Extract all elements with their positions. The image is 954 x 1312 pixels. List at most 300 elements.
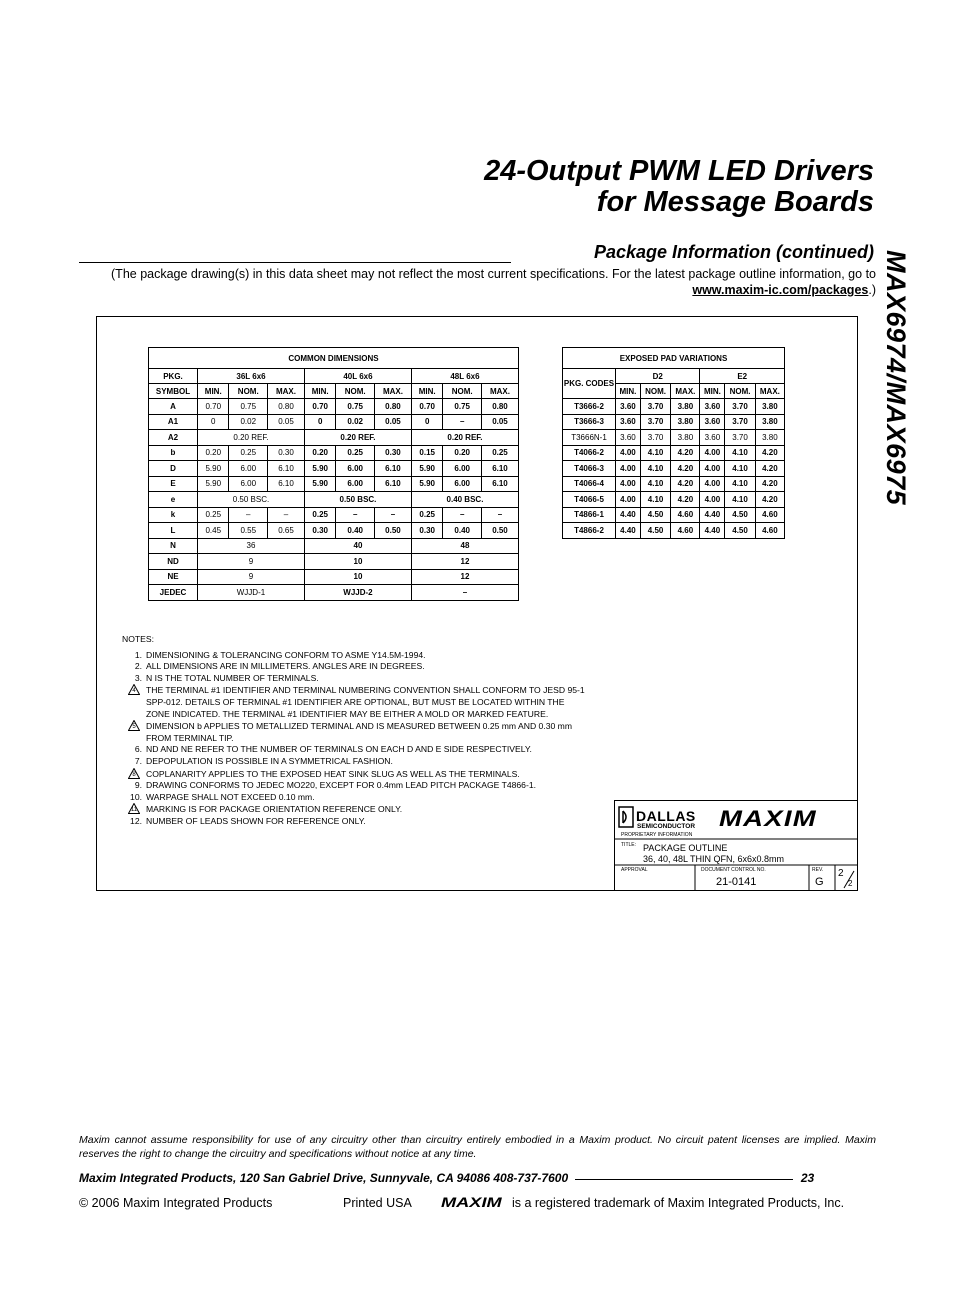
table-row [149,507,519,523]
value-cell: – [268,507,305,523]
value-cell: 0.30 [268,445,305,461]
note-marker [122,768,142,781]
table-caption: EXPOSED PAD VARIATIONS [563,348,785,369]
note-triangle-icon [128,803,140,813]
section-rule [79,262,511,263]
maxim-logo: MAXIM [719,806,817,831]
column-head: NOM. [336,384,375,399]
symbol-cell: D [149,461,198,477]
value-cell: 4.10 [725,492,755,508]
table-row [149,554,519,570]
value-cell: 6.00 [443,476,482,492]
value-cell: 0.75 [336,399,375,415]
value-cell: 0.75 [229,399,268,415]
title-line-1: 24-Output PWM LED Drivers [484,155,874,187]
value-cell: 0.20 REF. [304,430,411,446]
pkg-code-cell: T3666-2 [563,399,616,415]
pkg-codes-label: PKG. CODES [563,369,616,399]
note-line [122,768,642,781]
value-cell: 0.30 [374,445,411,461]
note-number: 8 [132,771,136,778]
title-label: TITLE: [621,842,637,848]
note-number: 6. [134,744,142,755]
note-text: DEPOPULATION IS POSSIBLE IN A SYMMETRICAL FASHION. [146,755,393,766]
value-cell: 4.00 [700,445,725,461]
note-marker [122,744,142,756]
value-cell: 3.60 [616,430,641,446]
table-row [149,476,519,492]
value-cell: 4.00 [700,476,725,492]
value-cell: 0.20 REF. [411,430,518,446]
pkg-code-cell: T4066-2 [563,445,616,461]
value-cell: 9 [198,554,305,570]
note-marker [122,661,142,673]
value-cell: 0.80 [481,399,518,415]
table-row [563,507,785,523]
note-line [122,673,642,685]
column-head: MIN. [198,384,229,399]
table-row [149,523,519,539]
pkg-code-cell: T4066-3 [563,461,616,477]
pkg-code-cell: T4866-1 [563,507,616,523]
table-row [149,538,519,554]
note-text: MARKING IS FOR PACKAGE ORIENTATION REFERENCE ONLY. [146,804,403,815]
value-cell: 0.65 [268,523,305,539]
value-cell: 0 [411,414,442,430]
revision: G [815,876,824,888]
group-header: E2 [700,369,785,384]
note-line [122,720,642,733]
value-cell: 3.60 [616,399,641,415]
note-text: WARPAGE SHALL NOT EXCEED 0.10 mm. [146,791,315,802]
sheet-total: 2 [848,879,853,888]
caption-row [149,348,519,369]
value-cell: 9 [198,569,305,585]
value-cell: 3.80 [671,399,700,415]
note-marker [122,650,142,662]
note-number: 2. [134,661,142,672]
value-cell: 3.70 [725,399,755,415]
value-cell: 4.20 [671,492,700,508]
value-cell: 0.75 [443,399,482,415]
value-cell: 6.10 [268,476,305,492]
value-cell: 10 [304,569,411,585]
note-marker [122,756,142,768]
symbol-label: SYMBOL [149,384,198,399]
note-text: N IS THE TOTAL NUMBER OF TERMINALS. [146,672,319,683]
table-row [149,430,519,446]
value-cell: 4.60 [671,523,700,539]
value-cell: 6.00 [336,461,375,477]
column-head: MIN. [700,384,725,399]
table-row [149,414,519,430]
value-cell: 0.50 [374,523,411,539]
dallas-wordmark: DALLAS [636,808,696,824]
approval-label: APPROVAL [621,867,648,873]
value-cell: 4.20 [755,461,784,477]
pkg-label: PKG. [149,369,198,384]
package-header: 40L 6x6 [304,369,411,384]
value-cell: 0.25 [198,507,229,523]
value-cell: 0.80 [374,399,411,415]
value-cell: 3.70 [725,430,755,446]
value-cell: 4.60 [755,507,784,523]
value-cell: 0.15 [411,445,442,461]
value-cell: 5.90 [198,461,229,477]
value-cell: – [443,507,482,523]
value-cell: 3.60 [700,399,725,415]
notes-block [122,634,642,828]
value-cell: 4.00 [700,492,725,508]
value-cell: 3.70 [640,399,670,415]
value-cell: 4.20 [755,445,784,461]
value-cell: 0.45 [198,523,229,539]
note-text: SPP-012. DETAILS OF TERMINAL #1 IDENTIFIER ARE OPTIONAL, BUT MUST BE LOCATED WITHIN THE [146,696,565,707]
note-line [122,709,642,721]
caption-row [563,348,785,369]
value-cell: 3.70 [725,414,755,430]
value-cell: 0.02 [229,414,268,430]
value-cell: 0.25 [481,445,518,461]
value-cell: 6.10 [481,476,518,492]
column-head: MIN. [616,384,641,399]
note-marker [122,803,142,816]
symbol-cell: NE [149,569,198,585]
note-marker [122,720,142,733]
note-number: 4 [132,688,136,695]
section-title: Package Information (continued) [593,242,874,262]
note-marker [122,780,142,792]
value-cell: 4.20 [671,476,700,492]
value-cell: 0.05 [481,414,518,430]
note-triangle-icon [128,684,140,694]
note-marker [122,684,142,697]
value-cell: – [481,507,518,523]
printed-usa: Printed USA [343,1196,412,1210]
value-cell: 0 [304,414,335,430]
note-line [122,756,642,768]
value-cell: 12 [411,554,518,570]
value-cell: 0.20 REF. [198,430,305,446]
symbol-cell: N [149,538,198,554]
note-text: ALL DIMENSIONS ARE IN MILLIMETERS. ANGLES ARE IN DEGREES. [146,661,425,672]
note-line [122,661,642,673]
note-triangle-icon [128,720,140,730]
symbol-cell: JEDEC [149,585,198,601]
note-line [122,780,642,792]
value-cell: 0.40 [336,523,375,539]
pkg-code-cell: T3666N-1 [563,430,616,446]
trademark-text: is a registered trademark of Maxim Integrated Products, Inc. [512,1196,845,1210]
table-caption: COMMON DIMENSIONS [149,348,519,369]
value-cell: 4.20 [671,445,700,461]
value-cell: 0.02 [336,414,375,430]
value-cell: 4.50 [640,507,670,523]
table-row [149,569,519,585]
packages-link[interactable]: www.maxim-ic.com/packages [692,283,869,297]
value-cell: 0.70 [304,399,335,415]
value-cell: – [229,507,268,523]
value-cell: 4.40 [700,507,725,523]
value-cell: 4.10 [640,476,670,492]
doc-number: 21-0141 [716,876,757,888]
value-cell: 0.05 [374,414,411,430]
value-cell: 6.00 [336,476,375,492]
value-cell: 0.70 [411,399,442,415]
value-cell: 0.25 [229,445,268,461]
column-head: MAX. [268,384,305,399]
note-number: 7. [134,755,142,766]
symbol-cell: A [149,399,198,415]
value-cell: 0.30 [411,523,442,539]
note-text: FROM TERMINAL TIP. [146,732,234,743]
value-cell: 0.50 BSC. [304,492,411,508]
value-cell: 4.40 [700,523,725,539]
value-cell: 4.20 [755,476,784,492]
value-cell: 0.50 BSC. [198,492,305,508]
value-cell: 4.10 [640,492,670,508]
semiconductor-label: SEMICONDUCTOR [637,823,696,830]
value-cell: 0.55 [229,523,268,539]
value-cell: 5.90 [411,476,442,492]
value-cell: 0.30 [304,523,335,539]
symbol-cell: E [149,476,198,492]
value-cell: 5.90 [411,461,442,477]
address-line [79,1171,876,1185]
value-cell: – [411,585,518,601]
disclaimer: Maxim cannot assume responsibility for use of any circuitry other than circuitry entirely embodied in a Maxim product. No circuit patent licenses are implied. Maxim reserves the right to change the circuitry and specifications without notice at any time. [79,1134,876,1160]
value-cell: 40 [304,538,411,554]
note-marker [122,816,142,828]
value-cell: WJJD-2 [304,585,411,601]
value-cell: – [374,507,411,523]
symbol-cell: e [149,492,198,508]
value-cell: – [336,507,375,523]
value-cell: 3.60 [700,430,725,446]
note-marker [122,792,142,804]
value-cell: 12 [411,569,518,585]
document-title [484,156,874,218]
value-cell: 0.50 [481,523,518,539]
exposed-pad-table [562,347,785,539]
note-number: 3. [134,672,142,683]
value-cell: 6.10 [268,461,305,477]
note-text: ZONE INDICATED. THE TERMINAL #1 IDENTIFIER MAY BE EITHER A MOLD OR MARKED FEATURE. [146,708,549,719]
note-text: DRAWING CONFORMS TO JEDEC MO220, EXCEPT FOR 0.4mm LEAD PITCH PACKAGE T4866-1. [146,780,536,791]
column-head: NOM. [229,384,268,399]
symbol-cell: ND [149,554,198,570]
column-head: MAX. [671,384,700,399]
value-cell: 4.20 [755,492,784,508]
maxim-trademark-logo: MAXIM [441,1194,502,1210]
note-triangle-icon [128,768,140,778]
value-cell: 0.40 BSC. [411,492,518,508]
value-cell: 0.25 [336,445,375,461]
value-cell: 4.40 [616,507,641,523]
value-cell: 4.00 [616,461,641,477]
note-text: DIMENSIONING & TOLERANCING CONFORM TO ASME Y14.5M-1994. [146,649,426,660]
value-cell: 0 [198,414,229,430]
drawing-title-line-2: 36, 40, 48L THIN QFN, 6x6x0.8mm [643,854,785,864]
note-number: 11 [130,807,138,814]
value-cell: 4.10 [640,461,670,477]
common-dimensions-table [148,347,519,601]
note-line [122,684,642,697]
table-row [563,445,785,461]
value-cell: 0.40 [443,523,482,539]
value-cell: 4.40 [616,523,641,539]
value-cell: 4.20 [671,461,700,477]
value-cell: 4.10 [725,476,755,492]
note-line [122,803,642,816]
value-cell: 6.00 [229,476,268,492]
value-cell: 0.20 [304,445,335,461]
value-cell: 4.10 [725,461,755,477]
note-number: 10. [130,791,142,802]
table-row [563,476,785,492]
group-row [563,369,785,384]
address-rule [575,1179,793,1180]
value-cell: WJJD-1 [198,585,305,601]
intro-text: (The package drawing(s) in this data sheet may not reflect the most current specifications. For the latest package outline information, go to [111,267,876,281]
group-header: D2 [616,369,700,384]
pkg-code-cell: T4066-5 [563,492,616,508]
note-text: COPLANARITY APPLIES TO THE EXPOSED HEAT SINK SLUG AS WELL AS THE TERMINALS. [146,768,520,779]
value-cell: 0.25 [304,507,335,523]
value-cell: 4.60 [671,507,700,523]
value-cell: 48 [411,538,518,554]
table-row [563,399,785,415]
value-cell: 6.00 [443,461,482,477]
value-cell: 3.80 [671,414,700,430]
value-cell: 3.60 [700,414,725,430]
value-cell: 4.10 [725,445,755,461]
table-row [149,461,519,477]
rev-label: REV. [812,867,824,873]
page-number: 23 [800,1171,815,1185]
column-head: MIN. [411,384,442,399]
value-cell: 4.50 [725,523,755,539]
value-cell: 3.70 [640,414,670,430]
copyright-line [79,1196,876,1210]
package-header: 48L 6x6 [411,369,518,384]
value-cell: 5.90 [198,476,229,492]
note-line [122,744,642,756]
note-number: 9. [134,780,142,791]
title-line-2: for Message Boards [596,186,874,218]
column-head: MIN. [304,384,335,399]
note-text: NUMBER OF LEADS SHOWN FOR REFERENCE ONLY. [146,815,366,826]
note-text: ND AND NE REFER TO THE NUMBER OF TERMINALS ON EACH D AND E SIDE RESPECTIVELY. [146,744,532,755]
note-line [122,792,642,804]
note-text: DIMENSION b APPLIES TO METALLIZED TERMINAL AND IS MEASURED BETWEEN 0.25 mm AND 0.30 mm [146,721,572,732]
table-row [563,461,785,477]
value-cell: 0.80 [268,399,305,415]
table-row [149,399,519,415]
note-line [122,733,642,745]
sheet-number: 2 [838,868,844,879]
symbol-cell: k [149,507,198,523]
value-cell: 4.00 [700,461,725,477]
table-row [563,492,785,508]
table-row [149,492,519,508]
address: Maxim Integrated Products, 120 San Gabriel Drive, Sunnyvale, CA 94086 408-737-7600 [79,1171,569,1185]
value-cell: 3.70 [640,430,670,446]
value-cell: 4.60 [755,523,784,539]
value-cell: 0.25 [411,507,442,523]
note-marker [122,673,142,685]
table-row [149,445,519,461]
value-cell: 0.20 [198,445,229,461]
value-cell: 6.00 [229,461,268,477]
symbol-cell: b [149,445,198,461]
pkg-code-cell: T4866-2 [563,523,616,539]
value-cell: 3.80 [755,430,784,446]
column-head: MAX. [755,384,784,399]
intro-paragraph [79,266,876,298]
value-cell: 3.80 [755,399,784,415]
value-cell: 6.10 [481,461,518,477]
note-number: 5 [132,724,136,731]
value-cell: 0.20 [443,445,482,461]
table-row [563,430,785,446]
note-line [122,697,642,709]
note-number: 1. [134,649,142,660]
side-part-number: MAX6974/MAX6975 [881,250,911,506]
package-row [149,369,519,384]
value-cell: 4.50 [640,523,670,539]
column-head: NOM. [443,384,482,399]
column-head: MAX. [481,384,518,399]
symbol-cell: L [149,523,198,539]
value-cell: 10 [304,554,411,570]
proprietary-label: PROPRIETARY INFORMATION [621,832,693,838]
value-cell: 4.00 [616,445,641,461]
note-line [122,816,642,828]
notes-heading: NOTES: [122,634,154,644]
value-cell: 0.05 [268,414,305,430]
note-line [122,650,642,662]
value-cell: 4.10 [640,445,670,461]
value-cell: 4.00 [616,492,641,508]
column-head: NOM. [640,384,670,399]
value-cell: 36 [198,538,305,554]
value-cell: 5.90 [304,461,335,477]
pkg-code-cell: T3666-3 [563,414,616,430]
column-head-row [149,384,519,399]
value-cell: 5.90 [304,476,335,492]
symbol-cell: A1 [149,414,198,430]
table-row [563,414,785,430]
value-cell: 0.70 [198,399,229,415]
title-block [614,800,858,891]
value-cell: 3.80 [671,430,700,446]
pkg-code-cell: T4066-4 [563,476,616,492]
note-text: THE TERMINAL #1 IDENTIFIER AND TERMINAL NUMBERING CONVENTION SHALL CONFORM TO JESD 95-1 [146,685,585,696]
note-number: 12. [130,815,142,826]
value-cell: 3.80 [755,414,784,430]
value-cell: – [443,414,482,430]
symbol-cell: A2 [149,430,198,446]
intro-end: .) [868,283,876,297]
column-head: MAX. [374,384,411,399]
value-cell: 4.50 [725,507,755,523]
table-row [149,585,519,601]
value-cell: 4.00 [616,476,641,492]
drawing-title-line-1: PACKAGE OUTLINE [643,843,728,853]
doc-control-label: DOCUMENT CONTROL NO. [701,867,766,873]
value-cell: 6.10 [374,461,411,477]
